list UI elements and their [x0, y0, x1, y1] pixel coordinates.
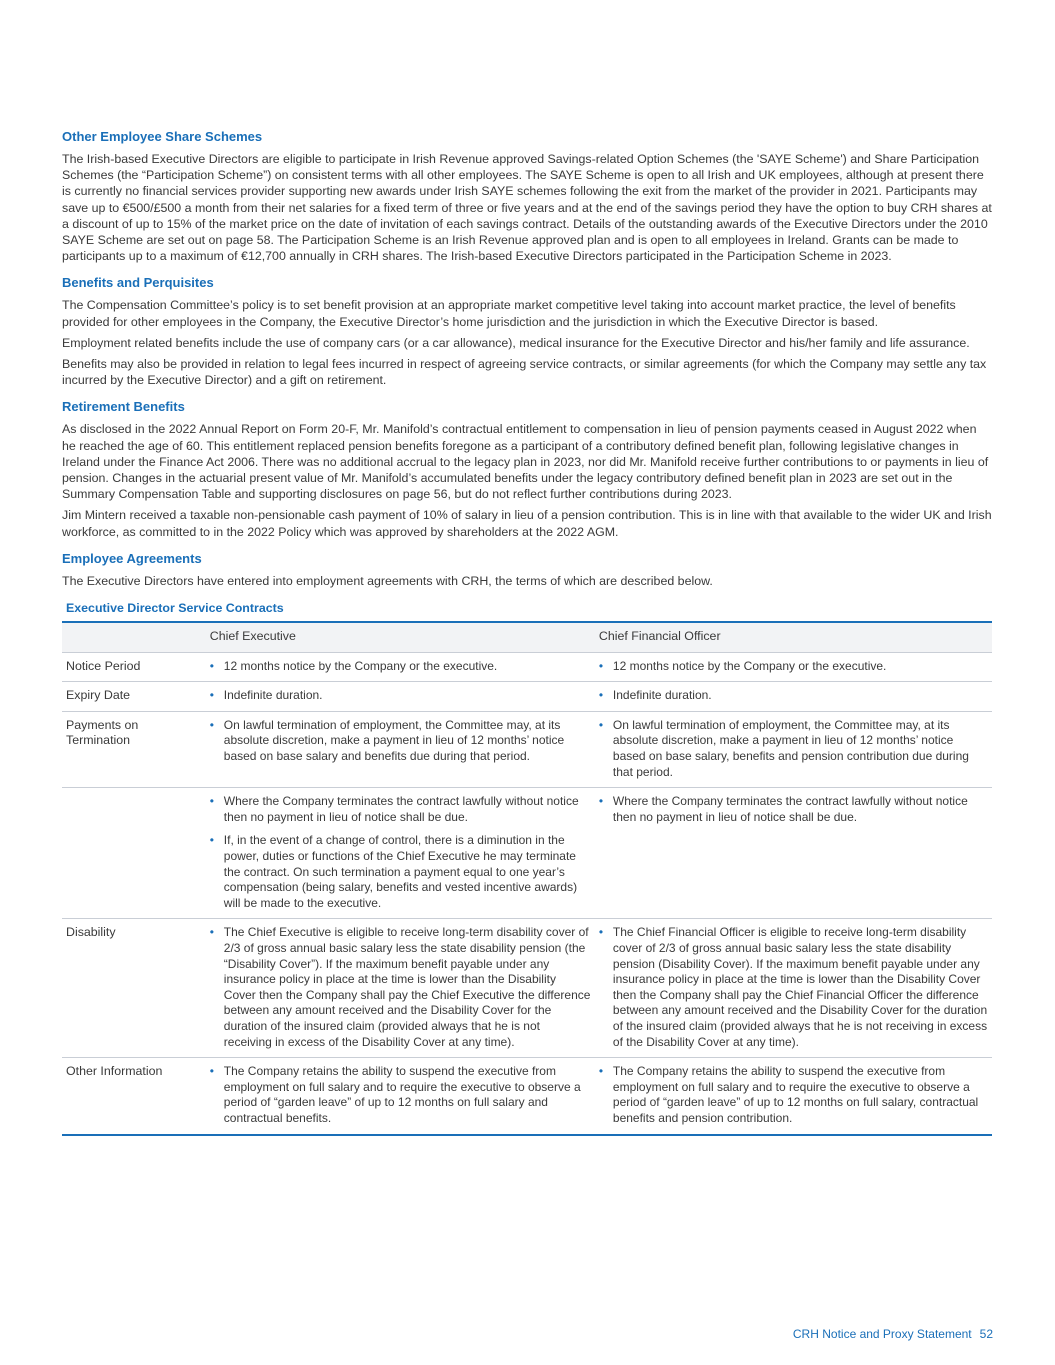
column-header-chief-executive: Chief Executive	[206, 622, 595, 652]
page-number: 52	[979, 1327, 993, 1341]
cell-chief-executive	[206, 919, 595, 1058]
bullet-text: The Chief Executive is eligible to receive long-term disability cover of 2/3 of gross annual basic salary less the state disability pension (the “Disability Cover”). If the maximum benefit payable under any insurance policy in place at the time is lower than the Disability Cover then the Company shall pay the Chief Executive the difference between any amount received and the Disability Cover for the duration of the insured claim (provided always that he is not receiving in excess of the Disability Cover at any time).	[223, 925, 591, 1049]
bullet-item	[210, 833, 591, 911]
paragraph: The Compensation Committee’s policy is to set benefit provision at an appropriate market competitive level taking into account market practice, the level of benefits provided for other employees in the Company, the Executive Director’s home jurisdiction and the jurisdiction in which the Executive Director is based.	[62, 298, 956, 329]
paragraph: The Executive Directors have entered into employment agreements with CRH, the terms of which are described below.	[62, 573, 713, 588]
bullet-item	[599, 718, 988, 780]
paragraph: Employment related benefits include the use of company cars (or a car allowance), medical insurance for the Executive Director and his/her family and life assurance.	[62, 335, 970, 350]
row-label	[62, 788, 206, 919]
column-header-blank	[62, 622, 206, 652]
bullet-text: Where the Company terminates the contract lawfully without notice then no payment in lieu of notice shall be due.	[223, 794, 579, 824]
bullet-item	[599, 688, 988, 704]
cell-cfo	[595, 682, 992, 712]
bullet-icon: •	[598, 794, 604, 809]
bullet-icon: •	[598, 717, 604, 732]
bullet-item	[210, 1064, 591, 1126]
bullet-item	[210, 688, 591, 704]
section-title-share-schemes: Other Employee Share Schemes	[62, 129, 263, 144]
cell-chief-executive	[206, 652, 595, 682]
page-content	[62, 129, 993, 1136]
bullet-text: If, in the event of a change of control, there is a diminution in the power, duties or functions of the Chief Executive he may terminate the contract. On such termination a payment equal to one year’s compensation (being salary, benefits and vested incentive awards) will be made to the executive.	[223, 833, 578, 910]
cell-cfo	[595, 652, 992, 682]
bullet-icon: •	[209, 688, 214, 703]
row-label: Disability	[62, 919, 206, 1058]
table-row	[62, 788, 992, 919]
bullet-item	[599, 794, 988, 825]
bullet-icon: •	[209, 717, 214, 732]
row-label: Notice Period	[62, 652, 206, 682]
paragraph: Benefits may also be provided in relation to legal fees incurred in respect of agreeing service contracts, or similar agreements (for which the Company may settle any tax incurred by the Executive Director) and a gift on retirement.	[62, 357, 987, 388]
paragraph: As disclosed in the 2022 Annual Report on Form 20-F, Mr. Manifold’s contractual entitlement to compensation in lieu of pension payments ceased in August 2022 when he reached the age of 60. This entitlement replaced pension benefits foregone as a participant of a contributory defined benefit plan, following legislative changes in Ireland under the Finance Act 2006. There was no additional accrual to the legacy plan in 2023, nor did Mr. Manifold receive further contributions to or payments in lieu of pension. Changes in the actuarial present value of Mr. Manifold’s accumulated benefits under the legacy contributory defined benefit plan in 2023 are set out in the Summary Compensation Table and supporting disclosures on page 56, but do not reflect further contributions during 2023.	[62, 422, 989, 502]
bullet-icon: •	[598, 688, 604, 703]
row-label: Expiry Date	[62, 682, 206, 712]
bullet-text: 12 months notice by the Company or the executive.	[612, 658, 887, 673]
row-label: Other Information	[66, 1064, 163, 1079]
bullet-text: The Company retains the ability to suspend the executive from employment on full salary and to require the executive to observe a period of “garden leave” of up to 12 months on full salary and contractual benefits.	[223, 1064, 581, 1125]
bullet-item	[210, 794, 591, 825]
bullet-text: On lawful termination of employment, the Committee may, at its absolute discretion, make a payment in lieu of 12 months’ notice based on base salary, benefits and pension contribution due during that period.	[612, 717, 969, 779]
bullet-icon: •	[209, 833, 214, 848]
table-row	[62, 682, 992, 712]
cell-chief-executive	[206, 711, 595, 787]
bullet-text: The Company retains the ability to suspend the executive from employment on full salary and to require the executive to observe a period of “garden leave” of up to 12 months on full salary, contractual benefits and pension contribution.	[612, 1064, 979, 1125]
bullet-item	[599, 659, 988, 675]
bullet-item	[599, 1064, 988, 1126]
bullet-icon: •	[209, 794, 214, 809]
table-title: Executive Director Service Contracts	[66, 601, 284, 616]
service-contracts-table	[62, 621, 992, 1135]
bullet-text: On lawful termination of employment, the Committee may, at its absolute discretion, make a payment in lieu of 12 months’ notice based on base salary and benefits due during that period.	[223, 717, 565, 764]
bullet-icon: •	[598, 925, 604, 940]
footer-document-title: CRH Notice and Proxy Statement	[792, 1327, 972, 1341]
table-row	[62, 652, 992, 682]
table-body	[62, 652, 992, 1134]
bullet-icon: •	[209, 1064, 214, 1079]
bullet-text: Where the Company terminates the contract lawfully without notice then no payment in lieu of notice shall be due.	[612, 794, 968, 824]
table-row	[62, 711, 992, 787]
paragraph: The Irish-based Executive Directors are eligible to participate in Irish Revenue approved Savings-related Option Schemes (the 'SAYE Scheme') and Share Participation Schemes (the “Participation Scheme”) on consistent terms with all other employees. The SAYE Scheme is open to all Irish and UK employees, although at present there is currently no financial services provider supporting new awards under Irish SAYE schemes following the exit from the market of the provider in 2021. Participants may save up to €500/£500 a month from their net salaries for a fixed term of three or five years and at the end of the savings period they have the option to buy CRH shares at a discount of up to 15% of the market price on the date of invitation of each savings contract. Details of the outstanding awards of the Executive Directors under the 2010 SAYE Scheme are set out on page 58. The Participation Scheme is an Irish Revenue approved plan and is open to all employees in Ireland. Grants can be made to participants up to a maximum of €12,700 annually in CRH shares. The Irish-based Executive Directors participated in the Participation Scheme in 2023.	[62, 152, 992, 264]
bullet-item	[210, 925, 591, 1050]
bullet-text: 12 months notice by the Company or the executive.	[223, 658, 498, 673]
table-row	[62, 1058, 992, 1135]
cell-chief-executive	[206, 682, 595, 712]
bullet-icon: •	[598, 1064, 604, 1079]
bullet-icon: •	[209, 925, 214, 940]
section-title-retirement: Retirement Benefits	[62, 399, 185, 415]
cell-chief-executive	[206, 1058, 595, 1135]
cell-cfo	[595, 711, 992, 787]
table-header-row	[62, 622, 992, 652]
bullet-icon: •	[209, 658, 214, 673]
bullet-item	[599, 925, 988, 1050]
bullet-text: Indefinite duration.	[612, 688, 712, 703]
section-title-agreements: Employee Agreements	[62, 550, 202, 566]
table-row	[62, 919, 992, 1058]
cell-cfo	[595, 788, 992, 919]
page-footer	[793, 1327, 993, 1341]
cell-cfo	[595, 919, 992, 1058]
bullet-text: The Chief Financial Officer is eligible to receive long-term disability cover of 2/3 of gross annual basic salary less the state disability pension (Disability Cover). If the maximum benefit payable under any insurance policy in place at the time is lower than the Disability Cover then the Company shall pay the Chief Financial Officer the difference between any amount received and the Disability Cover for the duration of the insured claim (provided always that he is not receiving in excess of the Disability Cover at any time).	[612, 925, 988, 1049]
cell-cfo	[595, 1058, 992, 1135]
bullet-item	[210, 659, 591, 675]
bullet-text: Indefinite duration.	[223, 688, 323, 703]
bullet-icon: •	[598, 658, 604, 673]
bullet-item	[210, 718, 591, 765]
column-header-cfo: Chief Financial Officer	[595, 622, 992, 652]
cell-chief-executive	[206, 788, 595, 919]
paragraph: Jim Mintern received a taxable non-pensionable cash payment of 10% of salary in lieu of a pension contribution. This is in line with that available to the wider UK and Irish workforce, as committed to in the 2022 Policy which was approved by shareholders at the 2022 AGM.	[62, 508, 992, 539]
section-title-benefits: Benefits and Perquisites	[62, 275, 214, 291]
row-label: Payments on Termination	[62, 711, 206, 787]
